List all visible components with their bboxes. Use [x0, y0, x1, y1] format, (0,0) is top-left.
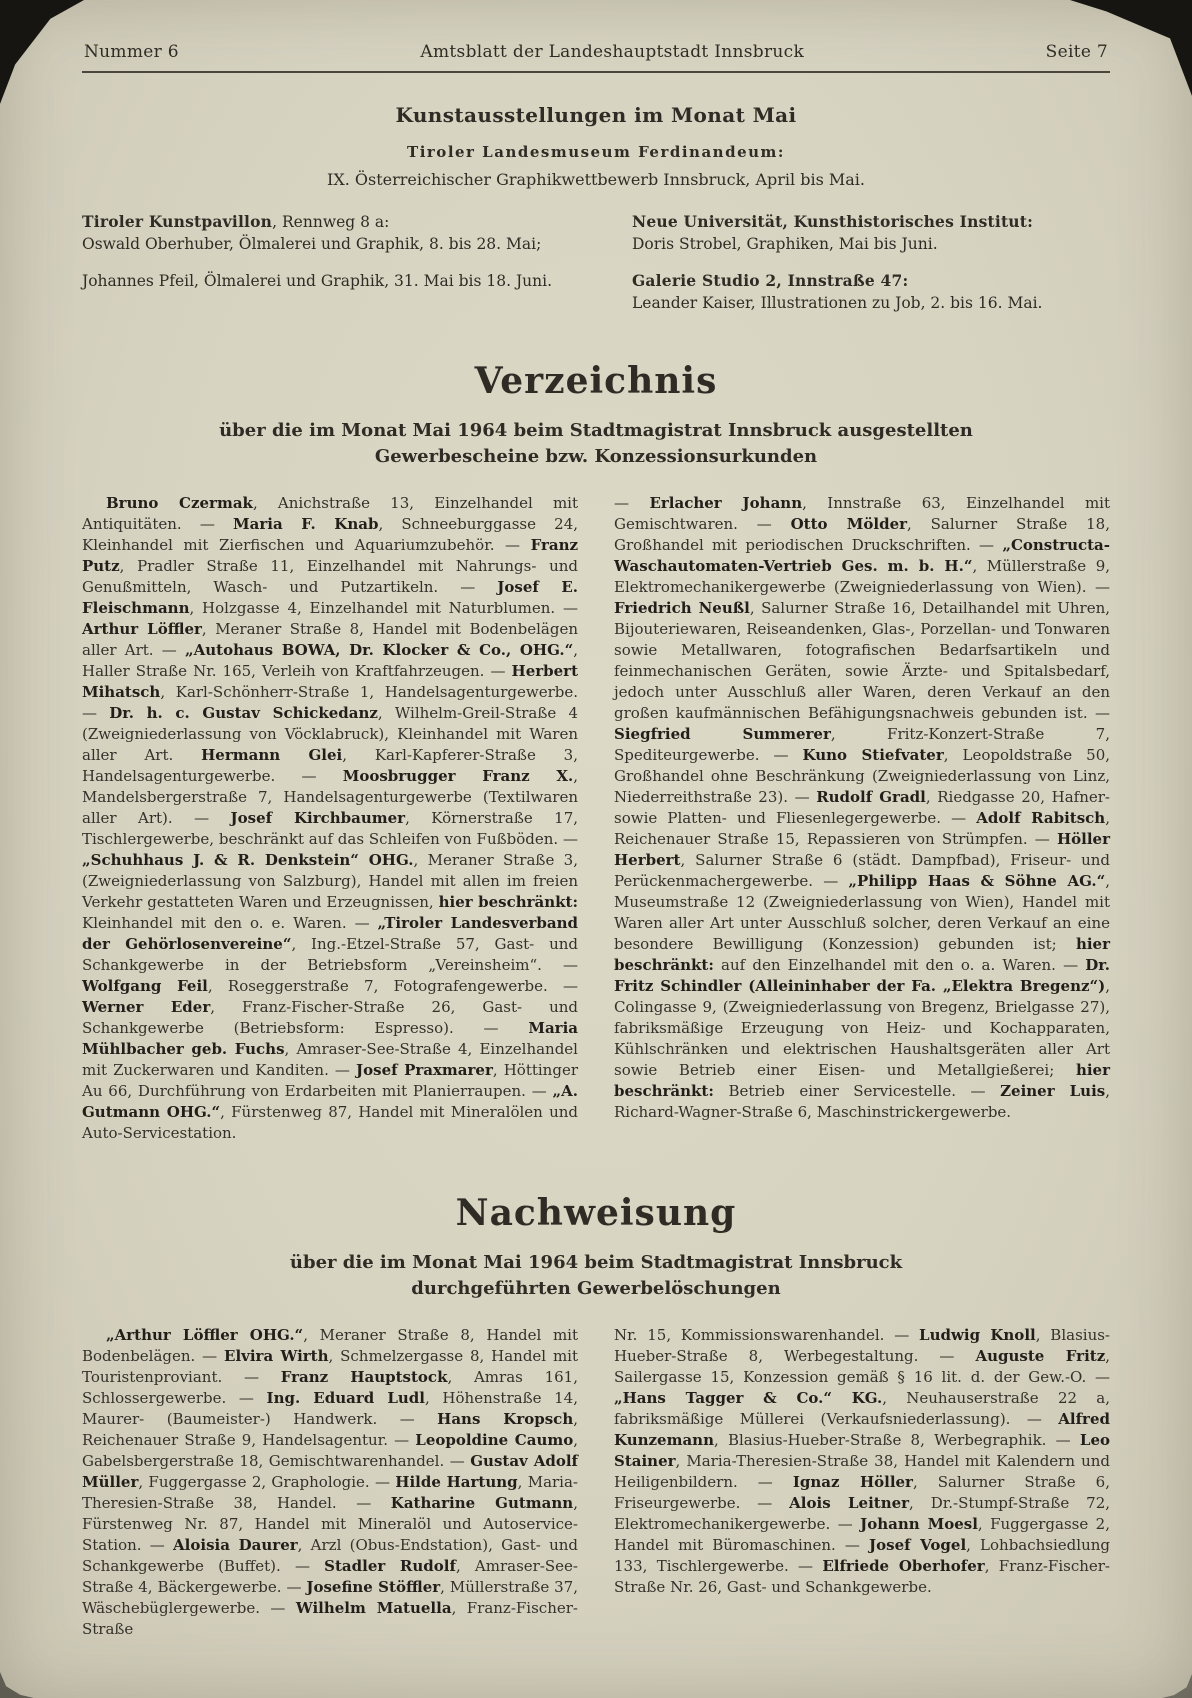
- exhibition-kaiser: Leander Kaiser, Illustrationen zu Job, 2. bis 16. Mai.: [632, 294, 1043, 312]
- exhibition-strobel: Doris Strobel, Graphiken, Mai bis Juni.: [632, 235, 938, 253]
- scan-corner-artifact-bottom-left: [0, 1672, 34, 1698]
- museum-name: Tiroler Landesmuseum Ferdinandeum:: [407, 143, 785, 161]
- verzeichnis-right-column: — Erlacher Johann, Innstraße 63, Einzelhandel mit Gemischtwaren. — Otto Mölder, Salurner Straße 18, Großhandel mit periodischen Druckschriften. — „Constructa-Waschautomaten-Vertrieb Ges. m. b. H.“, Müllerstraße 9, Elektromechanikergewerbe (Zweigniederlassung von Wien). — Friedrich Neußl, Salurner Straße 16, Detailhandel mit Uhren, Bijouteriewaren, Reiseandenken, Glas-, Porzellan- und Tonwaren sowie Metallwaren, fotografischen Bedarfsartikeln und feinmechanischen Geräten, sowie Ärzte- und Spitalsbedarf, jedoch unter Ausschluß aller Waren, deren Verkauf an den großen kaufmännischen Befähigungsnachweis gebunden ist. — Siegfried Summerer, Fritz-Konzert-Straße 7, Spediteurgewerbe. — Kuno Stiefvater, Leopoldstraße 50, Großhandel ohne Beschränkung (Zweigniederlassung von Linz, Niederreithstraße 23). — Rudolf Gradl, Riedgasse 20, Hafner- sowie Platten- und Fliesenlegergewerbe. — Adolf Rabitsch, Reichenauer Straße 15, Repassieren von Strümpfen. — Höller Herbert, Salurner Straße 6 (städt. Dampfbad), Friseur- und Perückenmachergewerbe. — „Philipp Haas & Söhne AG.“, Museumstraße 12 (Zweigniederlassung von Wien), Handel mit Waren aller Art unter Ausschluß solcher, deren Verkauf an eine besondere Bewilligung (Konzession) gebunden ist; hier beschränkt: auf den Einzelhandel mit den o. a. Waren. — Dr. Fritz Schindler (Alleininhaber der Fa. „Elektra Bregenz“), Colingasse 9, (Zweigniederlassung von Bregenz, Brielgasse 27), fabriksmäßige Erzeugung von Heiz- und Kochapparaten, Kühlschränken und elektrischen Haushaltsgeräten aller Art sowie Betrieb einer Eisen- und Metallgießerei; hier beschränkt: Betrieb einer Servicestelle. — Zeiner Luis, Richard-Wagner-Straße 6, Maschinstrickergewerbe.: [614, 494, 1111, 1121]
- verzeichnis-subtitle-line2: Gewerbescheine bzw. Konzessionsurkunden: [374, 446, 818, 467]
- scan-corner-artifact-top-left: [0, 0, 84, 104]
- page-masthead: [82, 40, 1110, 62]
- venue-galerie-studio: Galerie Studio 2, Innstraße 47:: [632, 271, 909, 290]
- venue-universitaet: Neue Universität, Kunsthistorisches Institut:: [632, 212, 1034, 231]
- nachweisung-left-column: „Arthur Löffler OHG.“, Meraner Straße 8, Handel mit Bodenbelägen. — Elvira Wirth, Schmelzergasse 8, Handel mit Touristenproviant. — Franz Hauptstock, Amras 161, Schlossergewerbe. — Ing. Eduard Ludl, Höhenstraße 14, Maurer- (Baumeister-) Handwerk. — Hans Kropsch, Reichenauer Straße 9, Handelsagentur. — Leopoldine Caumo, Gabelsbergerstraße 18, Gemischtwarenhandel. — Gustav Adolf Müller, Fuggergasse 2, Graphologie. — Hilde Hartung, Maria-Theresien-Straße 38, Handel. — Katharine Gutmann, Fürstenweg Nr. 87, Handel mit Mineralöl und Autoservice-Station. — Aloisia Daurer, Arzl (Obus-Endstation), Gast- und Schankgewerbe (Buffet). — Stadler Rudolf, Amraser-See-Straße 4, Bäckergewerbe. — Josefine Stöffler, Müllerstraße 37, Wäschebüglergewerbe. — Wilhelm Matuella, Franz-Fischer-Straße: [82, 1326, 579, 1638]
- journal-title: Amtsblatt der Landeshauptstadt Innsbruck: [420, 42, 805, 62]
- exhibition-pfeil: Johannes Pfeil, Ölmalerei und Graphik, 31. Mai bis 18. Juni.: [82, 272, 553, 290]
- page-number: Seite 7: [1045, 42, 1108, 62]
- nachweisung-right-column: Nr. 15, Kommissionswarenhandel. — Ludwig Knoll, Blasius-Hueber-Straße 8, Werbegestaltung. — Auguste Fritz, Sailergasse 15, Konzession gemäß § 16 lit. d. der Gew.-O. — „Hans Tagger & Co.“ KG., Neuhauserstraße 22 a, fabriksmäßige Müllerei (Verkaufsniederlassung). — Alfred Kunzemann, Blasius-Hueber-Straße 8, Werbegraphik. — Leo Stainer, Maria-Theresien-Straße 38, Handel mit Kalendern und Heiligenbildern. — Ignaz Höller, Salurner Straße 6, Friseurgewerbe. — Alois Leitner, Dr.-Stumpf-Straße 72, Elektromechanikergewerbe. — Johann Moesl, Fuggergasse 2, Handel mit Büromaschinen. — Josef Vogel, Lohbachsiedlung 133, Tischlergewerbe. — Elfriede Oberhofer, Franz-Fischer-Straße Nr. 26, Gast- und Schankgewerbe.: [614, 1326, 1111, 1596]
- museum-event: IX. Österreichischer Graphikwettbewerb Innsbruck, April bis Mai.: [327, 170, 865, 189]
- nachweisung-subtitle-line1: über die im Monat Mai 1964 beim Stadtmagistrat Innsbruck: [289, 1252, 903, 1273]
- nachweisung-columns: [82, 1325, 1110, 1640]
- exhibitions-right-column: [632, 211, 1110, 314]
- exhibition-oberhuber: Oswald Oberhuber, Ölmalerei und Graphik, 8. bis 28. Mai;: [82, 235, 542, 253]
- issue-number: Nummer 6: [84, 42, 179, 62]
- exhibitions-title: Kunstausstellungen im Monat Mai: [395, 103, 797, 127]
- verzeichnis-columns: [82, 493, 1110, 1144]
- verzeichnis-subtitle-line1: über die im Monat Mai 1964 beim Stadtmagistrat Innsbruck ausgestellten: [219, 420, 973, 441]
- nachweisung-section: [82, 1192, 1110, 1640]
- masthead-rule: [82, 71, 1110, 73]
- verzeichnis-left-column: Bruno Czermak, Anichstraße 13, Einzelhandel mit Antiquitäten. — Maria F. Knab, Schneeburggasse 24, Kleinhandel mit Zierfischen und Aquariumzubehör. — Franz Putz, Pradler Straße 11, Einzelhandel mit Nahrungs- und Genußmitteln, Wasch- und Putzartikeln. — Josef E. Fleischmann, Holzgasse 4, Einzelhandel mit Naturblumen. — Arthur Löffler, Meraner Straße 8, Handel mit Bodenbelägen aller Art. — „Autohaus BOWA, Dr. Klocker & Co., OHG.“, Haller Straße Nr. 165, Verleih von Kraftfahrzeugen. — Herbert Mihatsch, Karl-Schönherr-Straße 1, Handelsagenturgewerbe. — Dr. h. c. Gustav Schickedanz, Wilhelm-Greil-Straße 4 (Zweigniederlassung von Vöcklabruck), Kleinhandel mit Waren aller Art. Hermann Glei, Karl-Kapferer-Straße 3, Handelsagenturgewerbe. — Moosbrugger Franz X., Mandelsbergerstraße 7, Handelsagenturgewerbe (Textilwaren aller Art). — Josef Kirchbaumer, Körnerstraße 17, Tischlergewerbe, beschränkt auf das Schleifen von Fußböden. — „Schuhhaus J. & R. Denkstein“ OHG., Meraner Straße 3, (Zweigniederlassung von Salzburg), Handel mit allen im freien Verkehr gestatteten Waren und Erzeugnissen, hier beschränkt: Kleinhandel mit den o. e. Waren. — „Tiroler Landesverband der Gehörlosenvereine“, Ing.-Etzel-Straße 57, Gast- und Schankgewerbe in der Betriebsform „Vereinsheim“. — Wolfgang Feil, Roseggerstraße 7, Fotografengewerbe. — Werner Eder, Franz-Fischer-Straße 26, Gast- und Schankgewerbe (Betriebsform: Espresso). — Maria Mühlbacher geb. Fuchs, Amraser-See-Straße 4, Einzelhandel mit Zuckerwaren und Kanditen. — Josef Praxmarer, Höttinger Au 66, Durchführung von Erdarbeiten mit Planierraupen. — „A. Gutmann OHG.“, Fürstenweg 87, Handel mit Mineralölen und Auto-Servicestation.: [82, 494, 579, 1142]
- venue-kunstpavillon: Tiroler Kunstpavillon, Rennweg 8 a:: [82, 212, 390, 231]
- exhibitions-columns: [82, 211, 1110, 314]
- nachweisung-title: Nachweisung: [455, 1192, 737, 1234]
- exhibitions-section: [82, 103, 1110, 314]
- exhibitions-left-column: [82, 211, 560, 314]
- verzeichnis-title: Verzeichnis: [474, 360, 718, 402]
- scan-corner-artifact-bottom-right: [1162, 1674, 1192, 1698]
- verzeichnis-section: [82, 360, 1110, 1144]
- nachweisung-subtitle-line2: durchgeführten Gewerbelöschungen: [411, 1278, 781, 1299]
